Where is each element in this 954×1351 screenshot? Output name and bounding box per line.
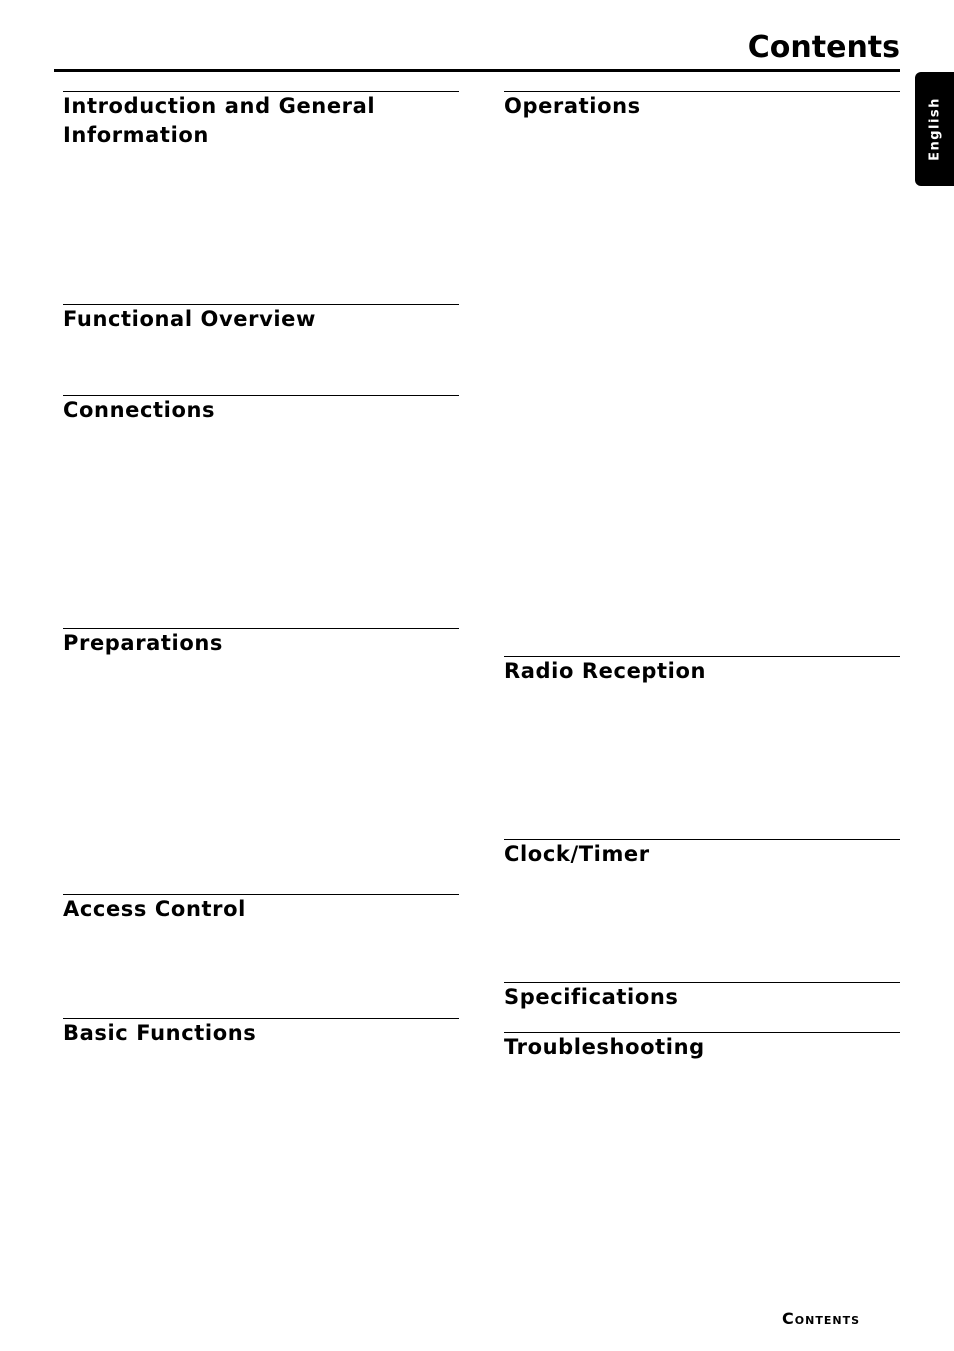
section-heading: Troubleshooting <box>504 1035 705 1059</box>
section-access-control <box>63 894 459 924</box>
section-troubleshooting <box>504 1032 900 1062</box>
section-heading: Operations <box>504 94 641 118</box>
section-preparations <box>63 628 459 658</box>
language-tab <box>915 72 954 186</box>
language-tab-label: English <box>927 97 942 161</box>
page-title: Contents <box>747 30 900 65</box>
section-heading: Preparations <box>63 631 224 655</box>
section-introduction <box>63 91 459 150</box>
section-heading: Access Control <box>63 897 246 921</box>
section-radio-reception <box>504 656 900 686</box>
section-heading: Clock/Timer <box>504 842 650 866</box>
section-heading: Radio Reception <box>504 659 707 683</box>
section-heading: Introduction and General Information <box>63 94 376 147</box>
section-heading: Connections <box>63 398 216 422</box>
section-heading: Functional Overview <box>63 307 317 331</box>
section-basic-functions <box>63 1018 459 1048</box>
section-clock-timer <box>504 839 900 869</box>
section-operations <box>504 91 900 121</box>
section-functional-overview <box>63 304 459 334</box>
section-heading: Basic Functions <box>63 1021 257 1045</box>
section-specifications <box>504 982 900 1012</box>
section-connections <box>63 395 459 425</box>
title-rule <box>54 69 900 72</box>
section-heading: Specifications <box>504 985 679 1009</box>
page-footer: Contents <box>782 1309 860 1328</box>
